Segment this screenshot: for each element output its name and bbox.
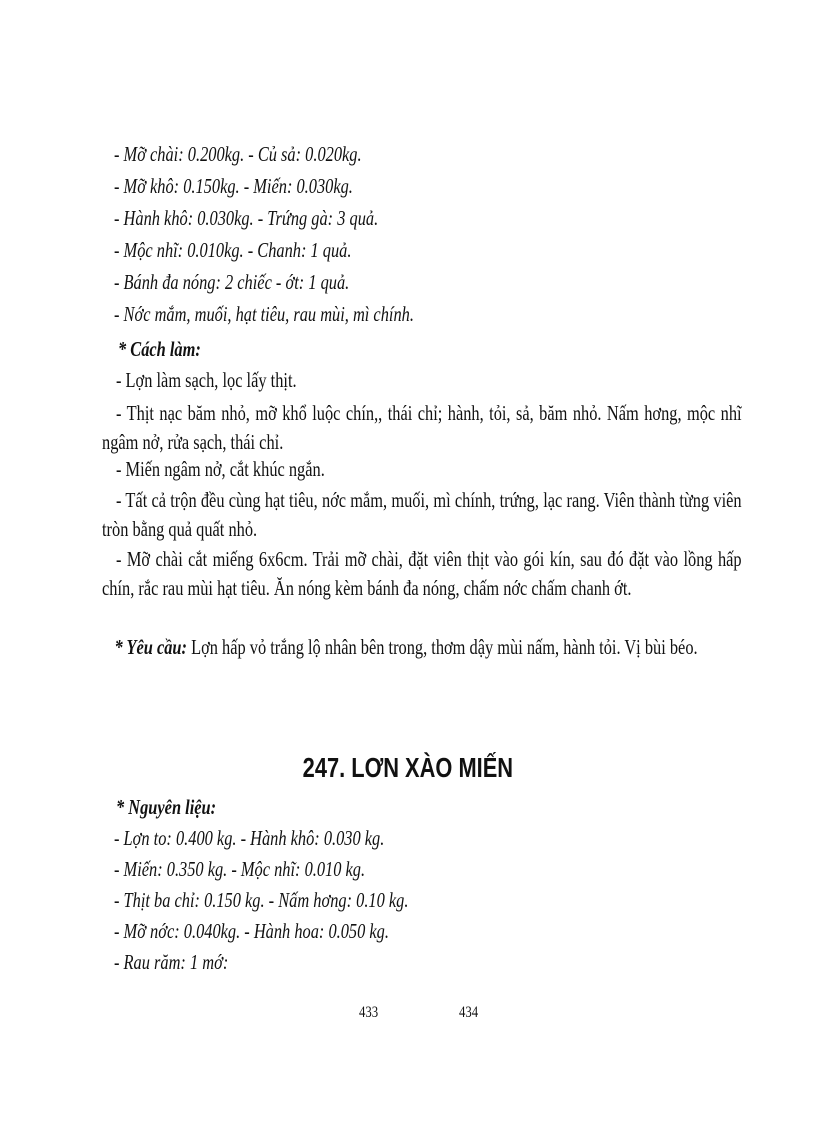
- requirement-paragraph: [102, 633, 742, 662]
- section-title-text: 247. LƠN XÀO MIẾN: [302, 752, 514, 783]
- ingredient-line: - Thịt ba chỉ: 0.150 kg. - Nấm hơng: 0.10 kg.: [114, 888, 409, 912]
- requirement-label: * Yêu cầu:: [114, 635, 187, 659]
- page-number: 434: [459, 1004, 479, 1021]
- ingredient-line: - Nớc mắm, muối, hạt tiêu, rau mùi, mì chính.: [114, 302, 414, 326]
- requirement-text: Lợn hấp vỏ trắng lộ nhân bên trong, thơm dậy mùi nấm, hành tỏi. Vị bùi béo.: [186, 635, 698, 659]
- method-step: - Tất cả trộn đều cùng hạt tiêu, nớc mắm, muối, mì chính, trứng, lạc rang. Viên thành từng viên tròn bằng quả quất nhỏ.: [102, 488, 742, 541]
- ingredient-line: - Hành khô: 0.030kg. - Trứng gà: 3 quả.: [114, 206, 379, 230]
- method-step: - Miến ngâm nở, cắt khúc ngắn.: [116, 457, 325, 481]
- ingredient-line: - Lợn to: 0.400 kg. - Hành khô: 0.030 kg.: [114, 826, 385, 850]
- section-title: [0, 752, 816, 784]
- ingredient-line: - Mộc nhĩ: 0.010kg. - Chanh: 1 quả.: [114, 238, 352, 262]
- method-step: - Thịt nạc băm nhỏ, mỡ khổ luộc chín,, thái chỉ; hành, tỏi, sả, băm nhỏ. Nấm hơng, mộc nhĩ ngâm nở, rửa sạch, thái chỉ.: [102, 401, 742, 454]
- method-step: - Mỡ chài cắt miếng 6x6cm. Trải mỡ chài, đặt viên thịt vào gói kín, sau đó đặt vào lồng hấp chín, rắc rau mùi hạt tiêu. Ăn nóng kèm bánh đa nóng, chấm nớc chấm chanh ớt.: [102, 547, 742, 600]
- method-heading: * Cách làm:: [118, 337, 201, 361]
- page-number: 433: [359, 1004, 379, 1021]
- ingredient-line: - Miến: 0.350 kg. - Mộc nhĩ: 0.010 kg.: [114, 857, 366, 881]
- ingredient-line: - Mỡ chài: 0.200kg. - Củ sả: 0.020kg.: [114, 142, 362, 166]
- ingredient-line: - Mỡ nớc: 0.040kg. - Hành hoa: 0.050 kg.: [114, 919, 389, 943]
- ingredient-line: - Bánh đa nóng: 2 chiếc - ớt: 1 quả.: [114, 270, 350, 294]
- ingredients-heading: * Nguyên liệu:: [116, 795, 217, 819]
- ingredient-line: - Rau răm: 1 mớ:: [114, 950, 229, 974]
- method-step: - Lợn làm sạch, lọc lấy thịt.: [116, 368, 297, 392]
- ingredient-line: - Mỡ khô: 0.150kg. - Miến: 0.030kg.: [114, 174, 353, 198]
